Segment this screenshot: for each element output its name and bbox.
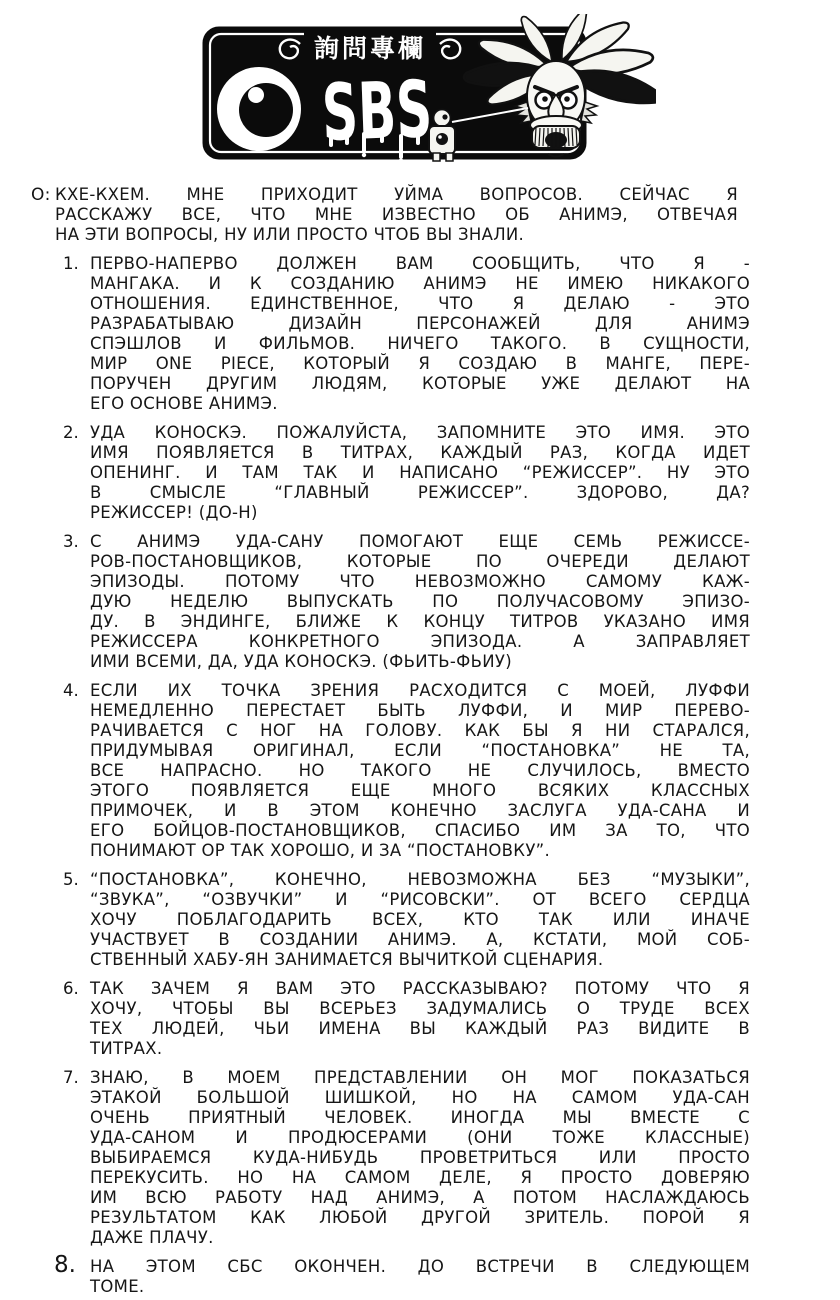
text-line: РЕЖИССЕР! (ДО-Н) [90, 503, 258, 522]
text-line: ТОМЕ. [90, 1277, 145, 1296]
item-paragraph [90, 254, 750, 414]
text-line: ТАК ЗАЧЕМ Я ВАМ ЭТО РАССКАЗЫВАЮ? ПОТОМУ ЧТО Я [90, 979, 750, 998]
text-line: РОВ-ПОСТАНОВЩИКОВ, КОТОРЫЕ ПО ОЧЕРЕДИ ДЕЛАЮТ [90, 552, 750, 571]
text-line: РАЗРАБАТЫВАЮ ДИЗАЙН ПЕРСОНАЖЕЙ ДЛЯ АНИМЭ [90, 314, 750, 333]
text-line: МАНГАКА. И К СОЗДАНИЮ АНИМЭ НЕ ИМЕЮ НИКАКОГО [90, 274, 750, 293]
qa-intro-row [31, 185, 738, 245]
text-line: ОТНОШЕНИЯ. ЕДИНСТВЕННОЕ, ЧТО Я ДЕЛАЮ - ЭТО [90, 294, 750, 313]
text-line: ВСЕ НАПРАСНО. НО ТАКОГО НЕ СЛУЧИЛОСЬ, ВМЕСТО [90, 761, 750, 780]
list-item [63, 423, 750, 523]
item-number: 4. [63, 681, 79, 700]
item-paragraph [90, 870, 750, 970]
text-line: УДА-САНОМ И ПРОДЮСЕРАМИ (ОНИ ТОЖЕ КЛАССНЫЕ) [90, 1128, 750, 1147]
eye-icon [217, 67, 301, 151]
list-item [63, 979, 750, 1059]
text-line: КХЕ-КХЕМ. МНЕ ПРИХОДИТ УЙМА ВОПРОСОВ. СЕЙЧАС Я [55, 185, 738, 204]
text-line: ЭТАКОЙ БОЛЬШОЙ ШИШКОЙ, НО НА САМОМ УДА-САН [90, 1088, 750, 1107]
text-line: ПОРУЧЕН ДРУГИМ ЛЮДЯМ, КОТОРЫЕ УЖЕ ДЕЛАЮТ НА [90, 374, 750, 393]
item-paragraph [90, 1068, 750, 1248]
text-line: ИМЯ ПОЯВЛЯЕТСЯ В ТИТРАХ, КАЖДЫЙ РАЗ, КОГДА ИДЕТ [90, 443, 750, 462]
text-line: СПЭШЛОВ И ФИЛЬМОВ. НИЧЕГО ТАКОГО. В СУЩНОСТИ, [90, 334, 750, 353]
sbs-logo-text: SBS [320, 62, 496, 159]
text-line: ПРИМОЧЕК, И В ЭТОМ КОНЕЧНО ЗАСЛУГА УДА-САНА И [90, 801, 750, 820]
text-line: ХОЧУ ПОБЛАГОДАРИТЬ ВСЕХ, КТО ТАК ИЛИ ИНАЧЕ [90, 910, 750, 929]
text-line: ВЫБИРАЕМСЯ КУДА-НИБУДЬ ПРОВЕТРИТЬСЯ ИЛИ ПРОСТО [90, 1148, 750, 1167]
text-line: “ПОСТАНОВКА”, КОНЕЧНО, НЕВОЗМОЖНА БЕЗ “МУЗЫКИ”, [90, 870, 750, 889]
qa-items [0, 254, 840, 1297]
item-paragraph [90, 1257, 750, 1297]
text-line: ИМ ВСЮ РАБОТУ НАД АНИМЭ, А ПОТОМ НАСЛАЖДАЮСЬ [90, 1188, 750, 1207]
text-line: ИМИ ВСЕМИ, ДА, УДА КОНОСКЭ. (ФЬИТЬ-ФЬИУ) [90, 652, 513, 671]
text-line: ДУЮ НЕДЕЛЮ ВЫПУСКАТЬ ПО ПОЛУЧАСОВОМУ ЭПИЗО- [90, 592, 750, 611]
text-line: ПОНИМАЮТ OP ТАК ХОРОШО, И ЗА “ПОСТАНОВКУ”. [90, 841, 551, 860]
item-number: 7. [63, 1068, 79, 1087]
text-line: РЕЖИССЕРА КОНКРЕТНОГО ЭПИЗОДА. А ЗАПРАВЛЯЕТ [90, 632, 750, 651]
text-line: С АНИМЭ УДА-САНУ ПОМОГАЮТ ЕЩЕ СЕМЬ РЕЖИССЕ- [90, 532, 750, 551]
sbs-text-column [0, 185, 840, 1297]
item-number: 1. [63, 254, 79, 273]
item-paragraph [90, 423, 750, 523]
text-line: РАЧИВАЕТСЯ С НОГ НА ГОЛОВУ. КАК БЫ Я НИ СТАРАЛСЯ, [90, 721, 750, 740]
list-item [63, 1068, 750, 1248]
text-line: ХОЧУ, ЧТОБЫ ВЫ ВСЕРЬЕЗ ЗАДУМАЛИСЬ О ТРУДЕ ВСЕХ [90, 999, 750, 1018]
text-line: ЕГО БОЙЦОВ-ПОСТАНОВЩИКОВ, СПАСИБО ИМ ЗА ТО, ЧТО [90, 821, 750, 840]
list-item [63, 870, 750, 970]
text-line: ПЕРЕКУСИТЬ. НО НА САМОМ ДЕЛЕ, Я ПРОСТО ДОВЕРЯЮ [90, 1168, 750, 1187]
list-item [63, 532, 750, 672]
text-line: ДУ. В ЭНДИНГЕ, БЛИЖЕ К КОНЦУ ТИТРОВ УКАЗАНО ИМЯ [90, 612, 750, 631]
sbs-banner-art [196, 14, 656, 174]
text-line: ОЧЕНЬ ПРИЯТНЫЙ ЧЕЛОВЕК. ИНОГДА МЫ ВМЕСТЕ С [90, 1108, 750, 1127]
intro-paragraph [55, 185, 738, 245]
text-line: ЕГО ОСНОВЕ АНИМЭ. [90, 394, 278, 413]
item-number: 6. [63, 979, 79, 998]
sbs-logo [320, 62, 496, 163]
item-number: 5. [63, 870, 79, 889]
text-line: ДАЖЕ ПЛАЧУ. [90, 1228, 214, 1247]
item-number: 2. [63, 423, 79, 442]
jp-column-title: 詢問專欄 [313, 34, 427, 63]
text-line: РЕЗУЛЬТАТОМ КАК ЛЮБОЙ ДРУГОЙ ЗРИТЕЛЬ. ПОРОЙ Я [90, 1208, 750, 1227]
text-line: ЗНАЮ, В МОЕМ ПРЕДСТАВЛЕНИИ ОН МОГ ПОКАЗАТЬСЯ [90, 1068, 750, 1087]
sbs-banner [196, 14, 656, 174]
text-line: РАССКАЖУ ВСЕ, ЧТО МНЕ ИЗВЕСТНО ОБ АНИМЭ, ОТВЕЧАЯ [55, 205, 738, 224]
answer-label: О: [31, 185, 51, 205]
item-paragraph [90, 979, 750, 1059]
item-paragraph [90, 681, 750, 861]
item-paragraph [90, 532, 750, 672]
item-number: 8. [54, 1252, 76, 1278]
text-line: ОПЕНИНГ. И ТАМ ТАК И НАПИСАНО “РЕЖИССЕР”. НУ ЭТО [90, 463, 750, 482]
text-line: УДА КОНОСКЭ. ПОЖАЛУЙСТА, ЗАПОМНИТЕ ЭТО ИМЯ. ЭТО [90, 423, 750, 442]
text-line: ЭТОГО ПОЯВЛЯЕТСЯ ЕЩЕ МНОГО ВСЯКИХ КЛАССНЫХ [90, 781, 750, 800]
text-line: СТВЕННЫЙ ХАБУ-ЯН ЗАНИМАЕТСЯ ВЫЧИТКОЙ СЦЕНАРИЯ. [90, 950, 604, 969]
text-line: ПРИДУМЫВАЯ ОРИГИНАЛ, ЕСЛИ “ПОСТАНОВКА” НЕ ТА, [90, 741, 750, 760]
text-line: МИР ONE PIECE, КОТОРЫЙ Я СОЗДАЮ В МАНГЕ, ПЕРЕ- [90, 354, 750, 373]
text-line: “ЗВУКА”, “ОЗВУЧКИ” И “РИСОВСКИ”. ОТ ВСЕГО СЕРДЦА [90, 890, 750, 909]
list-item [63, 681, 750, 861]
text-line: ЕСЛИ ИХ ТОЧКА ЗРЕНИЯ РАСХОДИТСЯ С МОЕЙ, ЛУФФИ [90, 681, 750, 700]
item-number: 3. [63, 532, 79, 551]
text-line: ТЕХ ЛЮДЕЙ, ЧЬИ ИМЕНА ВЫ КАЖДЫЙ РАЗ ВИДИТЕ В [90, 1019, 750, 1038]
list-item [54, 1252, 750, 1297]
text-line: ТИТРАХ. [90, 1039, 163, 1058]
text-line: НЕМЕДЛЕННО ПЕРЕСТАЕТ БЫТЬ ЛУФФИ, И МИР ПЕРЕВО- [90, 701, 750, 720]
text-line: НА ЭТОМ СБС ОКОНЧЕН. ДО ВСТРЕЧИ В СЛЕДУЮЩЕМ [90, 1257, 750, 1276]
list-item [63, 254, 750, 414]
text-line: В СМЫСЛЕ “ГЛАВНЫЙ РЕЖИССЕР”. ЗДОРОВО, ДА? [90, 483, 750, 502]
text-line: НА ЭТИ ВОПРОСЫ, НУ ИЛИ ПРОСТО ЧТОБ ВЫ ЗНАЛИ. [55, 225, 525, 244]
text-line: ЭПИЗОДЫ. ПОТОМУ ЧТО НЕВОЗМОЖНО САМОМУ КАЖ- [90, 572, 750, 591]
text-line: УЧАСТВУЕТ В СОЗДАНИИ АНИМЭ. А, КСТАТИ, МОЙ СОБ- [90, 930, 750, 949]
text-line: ПЕРВО-НАПЕРВО ДОЛЖЕН ВАМ СООБЩИТЬ, ЧТО Я - [90, 254, 750, 273]
